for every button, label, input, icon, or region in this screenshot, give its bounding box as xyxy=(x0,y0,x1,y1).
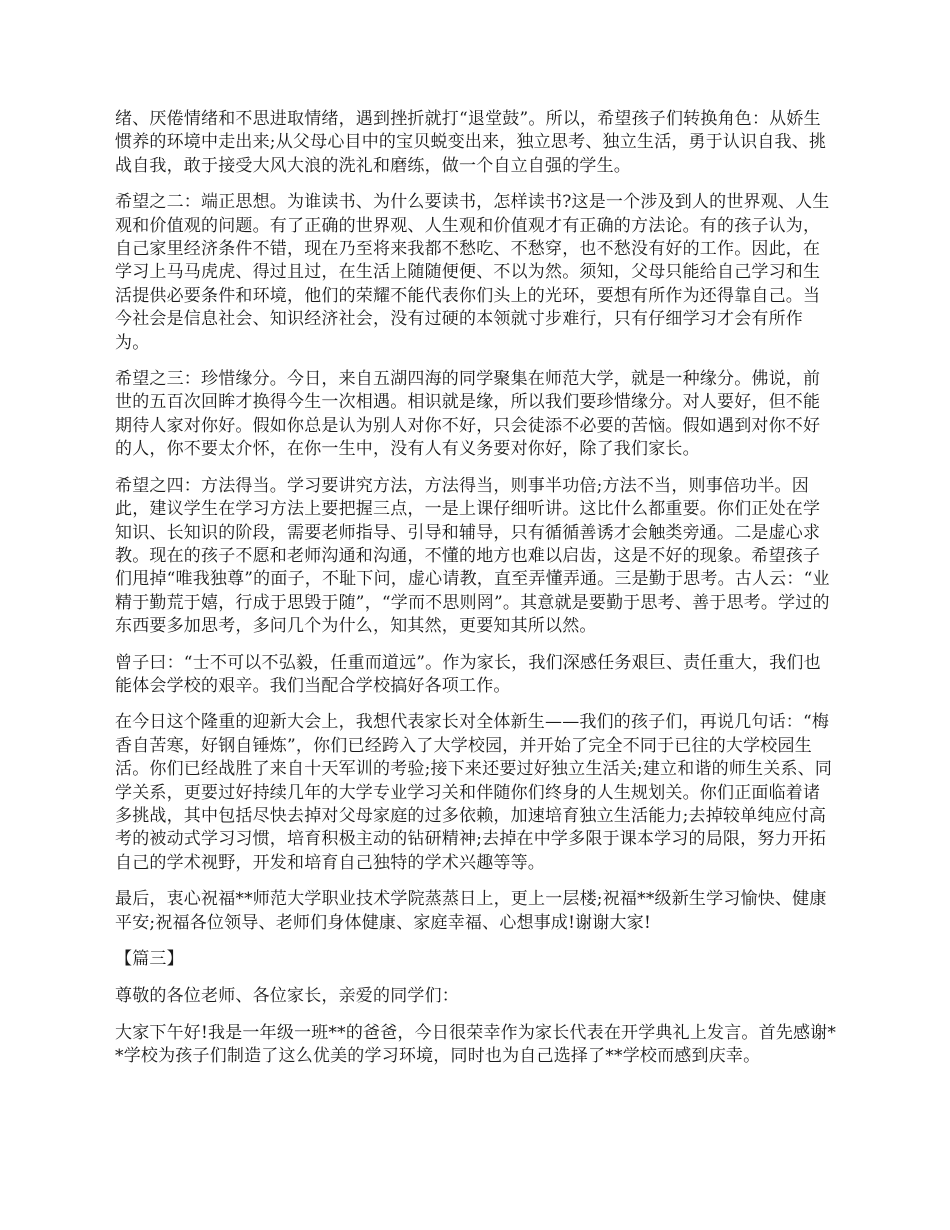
paragraph-4: 希望之四：方法得当。学习要讲究方法，方法得当，则事半功倍;方法不当，则事倍功半。因此，建议学生在学习方法上要把握三点，一是上课仔细听讲。这比什么都重要。你们正处在学知识、长知识的阶段，需要老师指导、引导和辅导，只有循循善诱才会触类旁通。二是虚心求教。现在的孩子不愿和老师沟通和沟通，不懂的地方也难以启齿，这是不好的现象。希望孩子们甩掉“唯我独尊”的面子，不耻下问，虚心请教，直至弄懂弄通。三是勤于思考。古人云：“业精于勤荒于嬉，行成于思毁于随”，“学而不思则罔”。其意就是要勤于思考、善于思考。学过的东西要多加思考，多问几个为什么，知其然，更要知其所以然。 xyxy=(115,475,830,637)
paragraph-2: 希望之二：端正思想。为谁读书、为什么要读书，怎样读书?这是一个涉及到人的世界观、人生观和价值观的问题。有了正确的世界观、人生观和价值观才有正确的方法论。有的孩子认为，自己家里经济条件不错，现在乃至将来我都不愁吃、不愁穿，也不愁没有好的工作。因此，在学习上马马虎虎、得过且过，在生活上随随便便、不以为然。须知，父母只能给自己学习和生活提供必要条件和环境，他们的荣耀不能代表你们头上的光环，要想有所作为还得靠自己。当今社会是信息社会、知识经济社会，没有过硬的本领就寸步难行，只有仔细学习才会有所作为。 xyxy=(115,192,830,353)
paragraph-5: 曾子曰：“士不可以不弘毅，任重而道远”。作为家长，我们深感任务艰巨、责任重大，我们也能体会学校的艰辛。我们当配合学校搞好各项工作。 xyxy=(115,652,821,696)
document-body xyxy=(115,108,837,1082)
paragraph-3: 希望之三：珍惜缘分。今日，来自五湖四海的同学聚集在师范大学，就是一种缘分。佛说，前世的五百次回眸才换得今生一次相遇。相识就是缘，所以我们要珍惜缘分。对人要好，但不能期待人家对你好。假如你总是认为别人对你不好，只会徒添不必要的苦恼。假如遇到对你不好的人，你不要太介怀，在你一生中，没有人有义务要对你好，除了我们家长。 xyxy=(115,369,821,460)
paragraph-7: 最后，衷心祝福**师范大学职业技术学院蒸蒸日上，更上一层楼;祝福**级新生学习愉快、健康平安;祝福各位领导、老师们身体健康、家庭幸福、心想事成!谢谢大家! xyxy=(115,889,827,933)
paragraph-6: 在今日这个隆重的迎新大会上，我想代表家长对全体新生——我们的孩子们，再说几句话：“梅香自苦寒，好钢自锤炼”，你们已经跨入了大学校园，并开始了完全不同于已往的大学校园生活。你们已经战胜了来自十天军训的考验;接下来还要过好独立生活关;建立和谐的师生关系、同学关系，更要过好持续几年的大学专业学习关和伴随你们终身的人生规划关。你们正面临着诸多挑战，其中包括尽快去掉对父母家庭的过多依赖，加速培育独立生活能力;去掉较单纯应付高考的被动式学习习惯，培育积极主动的钻研精神;去掉在中学多限于课本学习的局限，努力开拓自己的学术视野，开发和培育自己独特的学术兴趣等等。 xyxy=(115,712,833,873)
paragraph-8: 大家下午好!我是一年级一班**的爸爸，今日很荣幸作为家长代表在开学典礼上发言。首先感谢**学校为孩子们制造了这么优美的学习环境，同时也为自己选择了**学校而感到庆幸。 xyxy=(115,1022,837,1067)
section-heading: 【篇三】 xyxy=(115,949,184,969)
salutation: 尊敬的各位老师、各位家长，亲爱的同学们： xyxy=(115,986,459,1007)
paragraph-1: 绪、厌倦情绪和不思进取情绪，遇到挫折就打“退堂鼓”。所以，希望孩子们转换角色：从娇生惯养的环境中走出来;从父母心目中的宝贝蜕变出来，独立思考、独立生活，勇于认识自我、挑战自我，敢于接受大风大浪的洗礼和磨练，做一个自立自强的学生。 xyxy=(115,109,827,176)
